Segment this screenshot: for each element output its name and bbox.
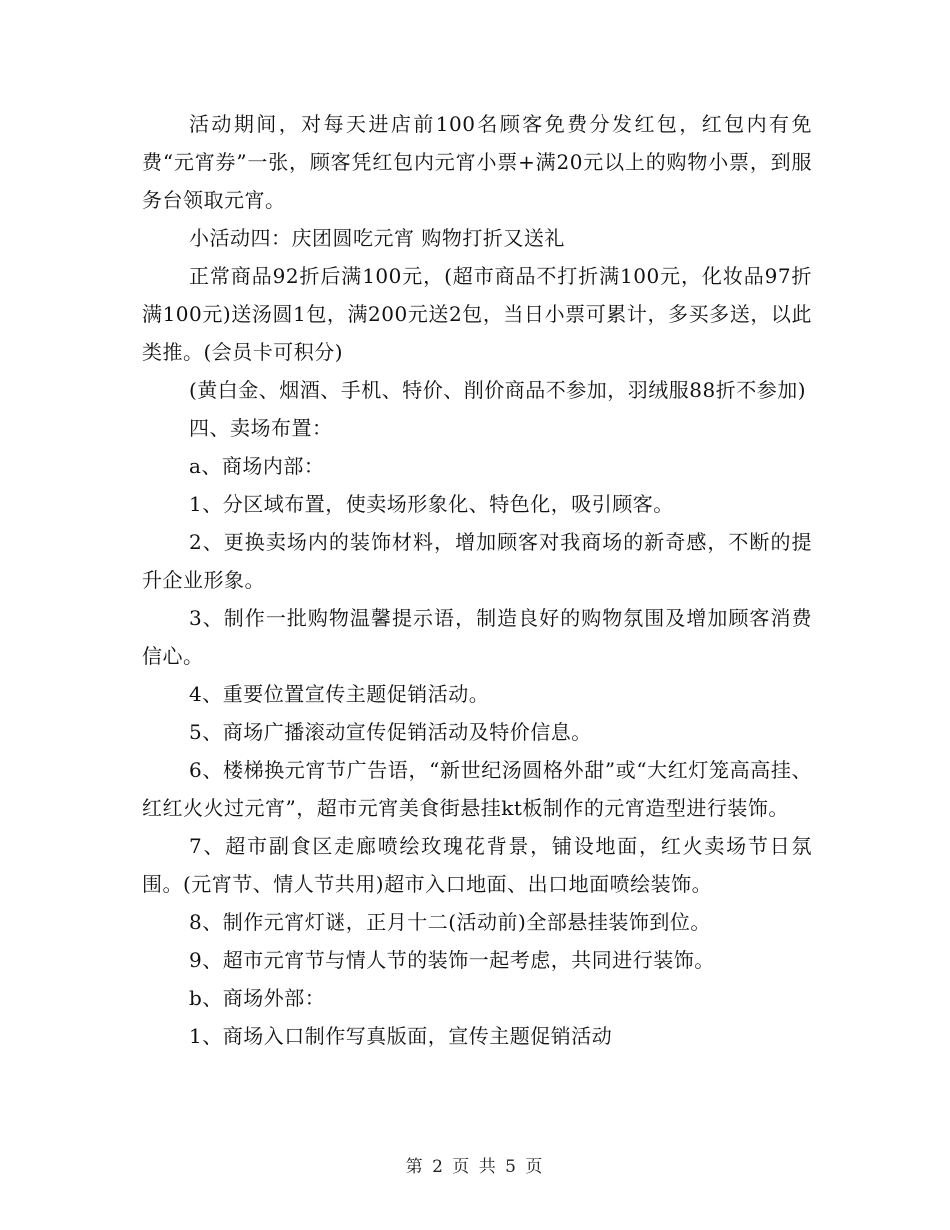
- paragraph-promo-red-envelope: 活动期间，对每天进店前100名顾客免费分发红包，红包内有免费“元宵券”一张，顾客凭红包内元宵小票+满20元以上的购物小票，到服务台领取元宵。: [142, 112, 812, 212]
- list-item-interior-8: 8、制作元宵灯谜，正月十二(活动前)全部悬挂装饰到位。: [189, 910, 711, 934]
- page-number-footer: 第 2 页 共 5 页: [405, 1157, 545, 1177]
- subheading-store-interior: a、商场内部：: [189, 454, 325, 478]
- list-item-exterior-1: 1、商场入口制作写真版面，宣传主题促销活动: [189, 1024, 613, 1048]
- list-item-interior-2: 2、更换卖场内的装饰材料，增加顾客对我商场的新奇感，不断的提升企业形象。: [142, 530, 812, 592]
- paragraph-discount-rules: 正常商品92折后满100元，(超市商品不打折满100元，化妆品97折满100元)送汤圆1包，满200元送2包，当日小票可累计，多买多送，以此类推。(会员卡可积分): [142, 264, 812, 364]
- paragraph-mini-activity-four: 小活动四：庆团圆吃元宵 购物打折又送礼: [189, 226, 565, 250]
- list-item-interior-5: 5、商场广播滚动宣传促销活动及特价信息。: [189, 720, 592, 744]
- heading-store-layout: 四、卖场布置：: [189, 416, 333, 440]
- list-item-interior-7: 7、超市副食区走廊喷绘玫瑰花背景，铺设地面，红火卖场节日氛围。(元宵节、情人节共用)超市入口地面、出口地面喷绘装饰。: [142, 834, 812, 896]
- list-item-interior-3: 3、制作一批购物温馨提示语，制造良好的购物氛围及增加顾客消费信心。: [142, 606, 812, 668]
- list-item-interior-1: 1、分区域布置，使卖场形象化、特色化，吸引顾客。: [189, 492, 674, 516]
- list-item-interior-6: 6、楼梯换元宵节广告语，“新世纪汤圆格外甜”或“大红灯笼高高挂、红红火火过元宵”，超市元宵美食街悬挂kt板制作的元宵造型进行装饰。: [142, 758, 812, 820]
- list-item-interior-9: 9、超市元宵节与情人节的装饰一起考虑，共同进行装饰。: [189, 948, 715, 972]
- paragraph-exclusions: (黄白金、烟酒、手机、特价、削价商品不参加，羽绒服88折不参加): [189, 378, 807, 402]
- subheading-store-exterior: b、商场外部：: [189, 986, 326, 1010]
- document-body: [142, 105, 812, 1055]
- list-item-interior-4: 4、重要位置宣传主题促销活动。: [189, 682, 490, 706]
